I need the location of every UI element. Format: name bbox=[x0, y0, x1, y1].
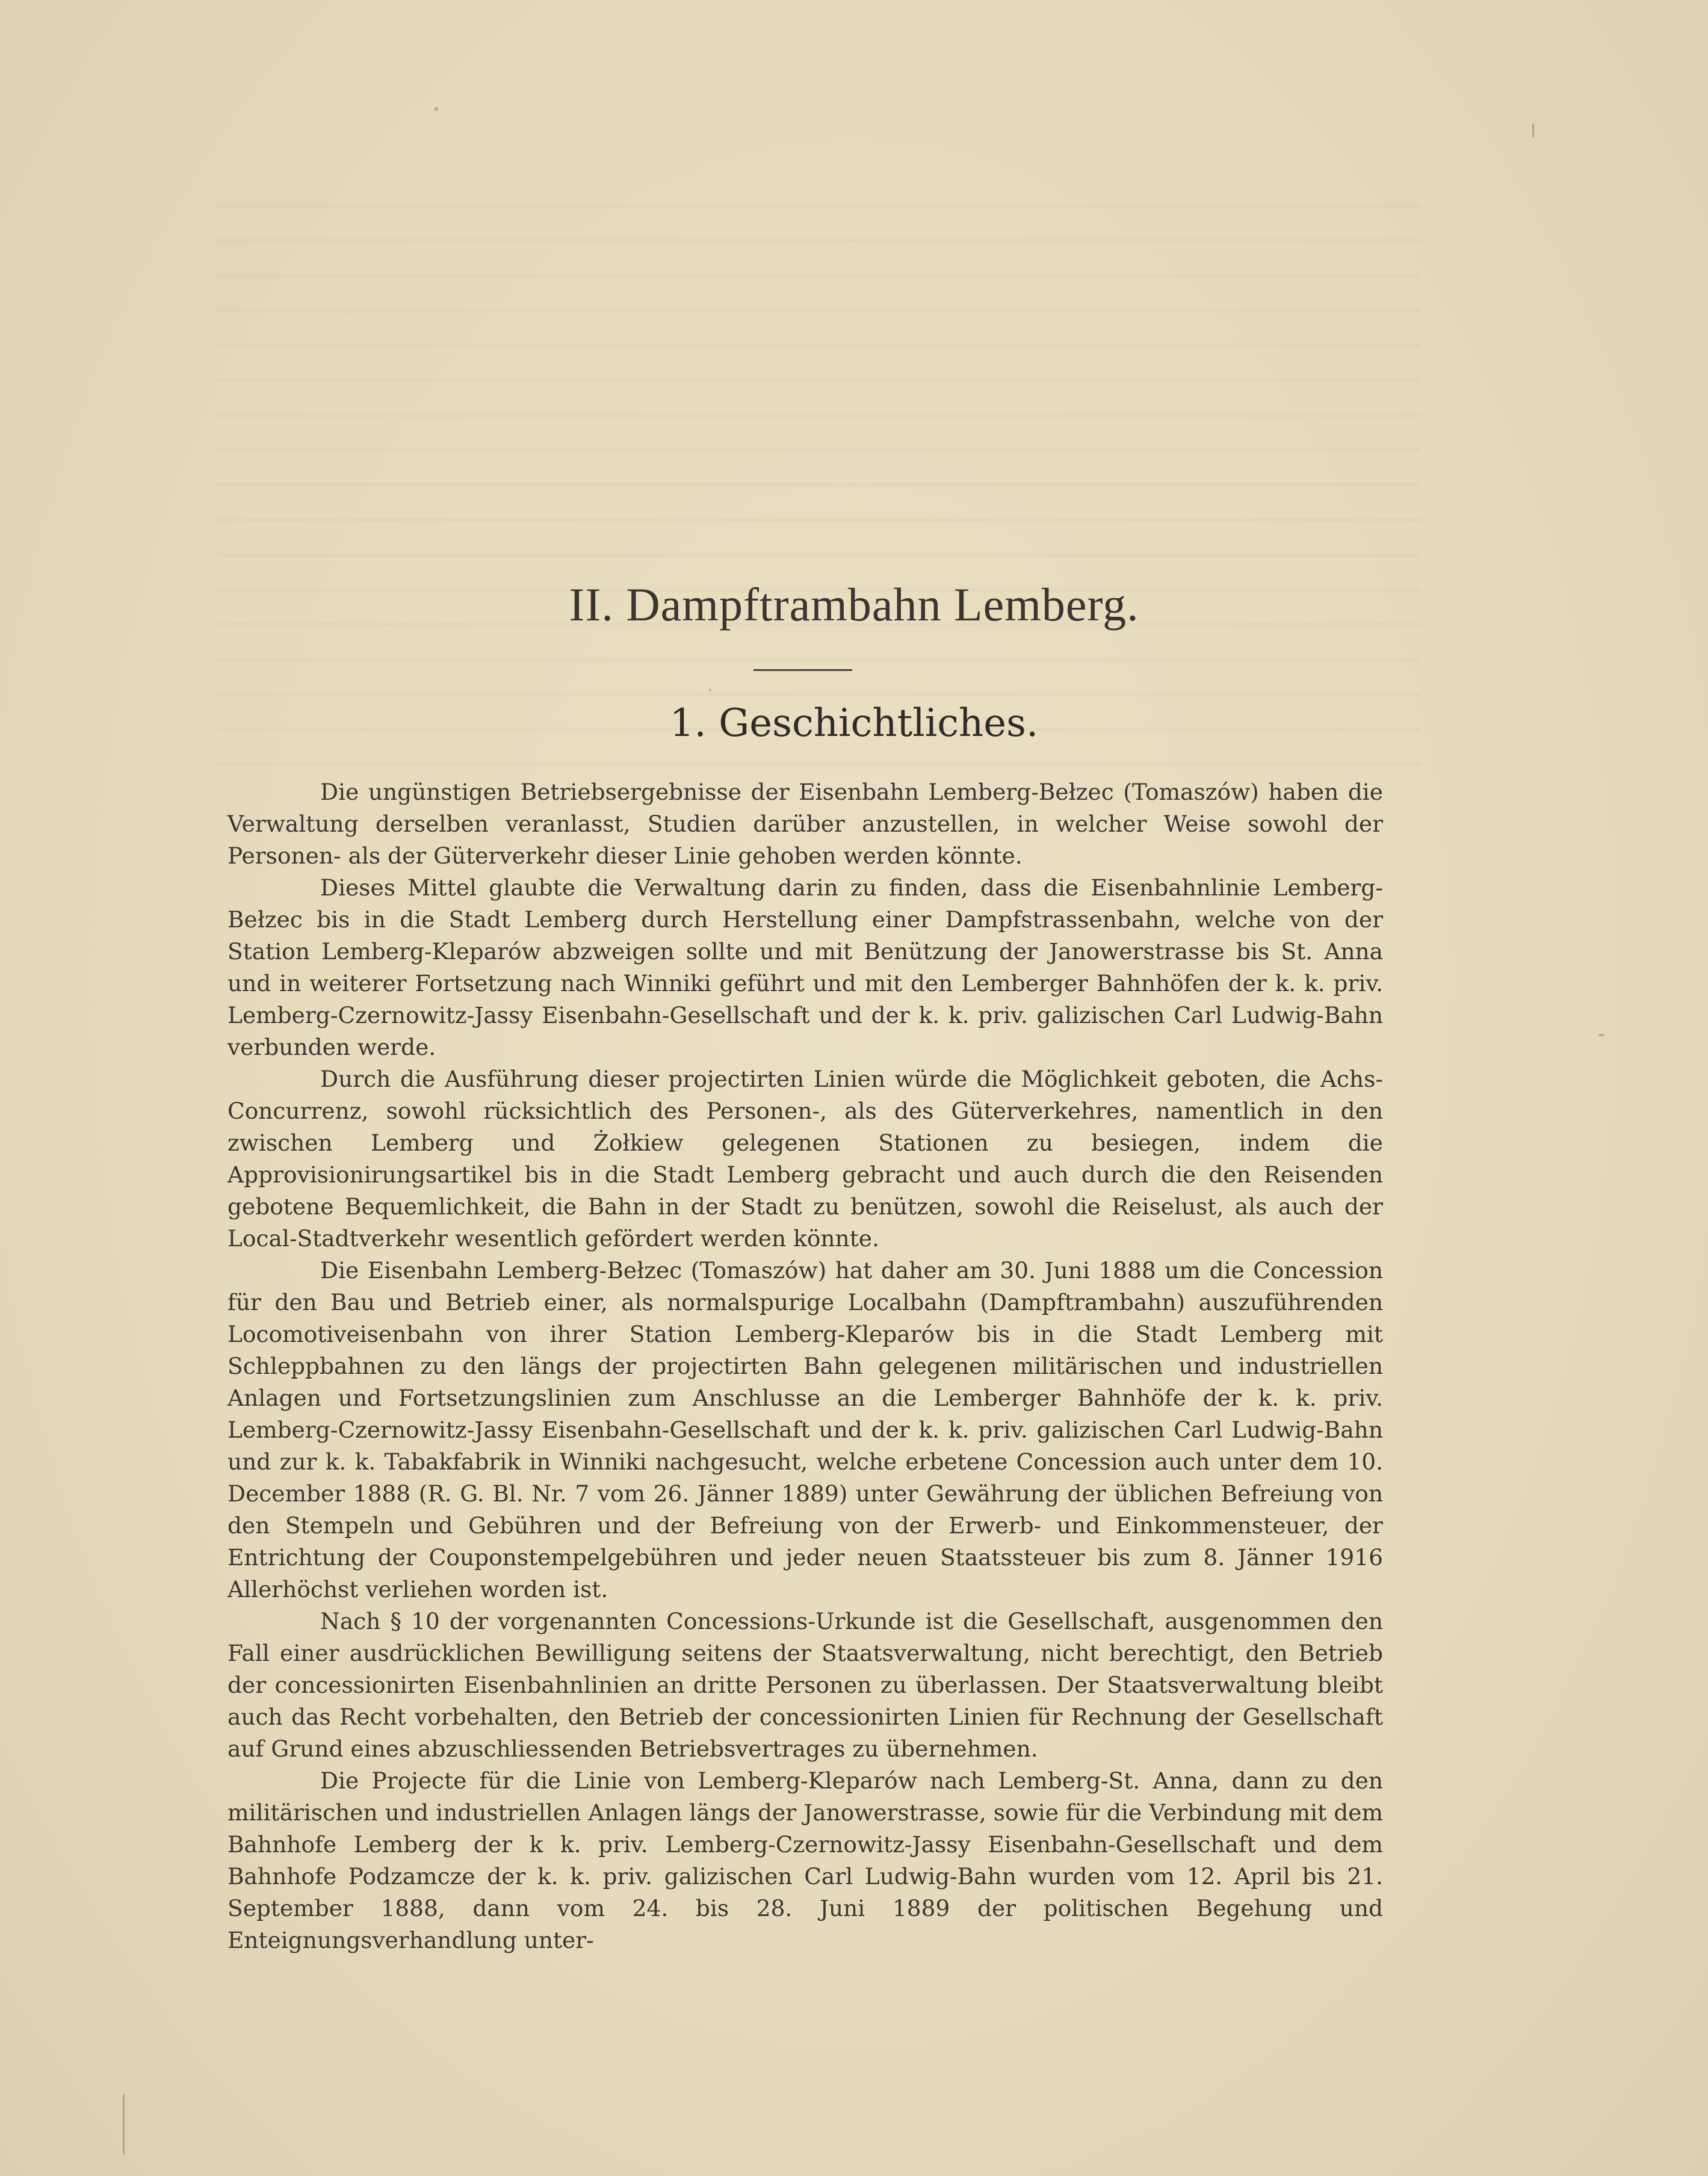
section-heading: 1. Geschichtliches. bbox=[669, 701, 1039, 746]
paragraph: Die Projecte für die Linie von Lemberg-Kleparów nach Lemberg-St. Anna, dann zu den militärischen und industriellen Anlagen längs der Janowerstrasse, sowie für die Verbindung mit dem Bahnhofe Lemberg der k k. priv. Lemberg-Czernowitz-Jassy Eisenbahn-Gesellschaft und dem Bahnhofe Podzamcze der k. k. priv. galizischen Carl Ludwig-Bahn wurden vom 12. April bis 21. September 1888, dann vom 24. bis 28. Juni 1889 der politischen Begehung und Enteignungsverhandlung unter- bbox=[227, 1767, 1383, 1953]
document-title: II. Dampftrambahn Lemberg. bbox=[569, 578, 1139, 631]
paragraph: Die Eisenbahn Lemberg-Bełzec (Tomaszów) hat daher am 30. Juni 1888 um die Concession für den Bau und Betrieb einer, als normalspurige Localbahn (Dampftrambahn) auszuführenden Locomotiveisenbahn von ihrer Station Lemberg-Kleparów bis in die Stadt Lemberg mit Schleppbahnen zu den längs der projectirten Bahn gelegenen militärischen und industriellen Anlagen und Fortsetzungslinien zum Anschlusse an die Lemberger Bahnhöfe der k. k. priv. Lemberg-Czernowitz-Jassy Eisenbahn-Gesellschaft und der k. k. priv. galizischen Carl Ludwig-Bahn und zur k. k. Tabakfabrik in Winniki nachgesucht, welche erbetene Concession auch unter dem 10. December 1888 (R. G. Bl. Nr. 7 vom 26. Jänner 1889) unter Gewährung der üblichen Befreiung von den Stempeln und Gebühren und der Befreiung von der Erwerb- und Einkommensteuer, der Entrichtung der Couponstempelgebühren und jeder neuen Staatssteuer bis zum 8. Jänner 1916 Allerhöchst verliehen worden ist. bbox=[227, 1257, 1383, 1603]
paragraph: Dieses Mittel glaubte die Verwaltung darin zu finden, dass die Eisenbahnlinie Lemberg-Bełzec bis in die Stadt Lemberg durch Herstellung einer Dampfstrassenbahn, welche von der Station Lemberg-Kleparów abzweigen sollte und mit Benützung der Janowerstrasse bis St. Anna und in weiterer Fortsetzung nach Winniki geführt und mit den Lemberger Bahnhöfen der k. k. priv. Lemberg-Czernowitz-Jassy Eisenbahn-Gesellschaft und der k. k. priv. galizischen Carl Ludwig-Bahn verbunden werde. bbox=[227, 874, 1383, 1060]
paragraph: Die ungünstigen Betriebsergebnisse der Eisenbahn Lemberg-Bełzec (Tomaszów) haben die Verwaltung derselben veranlasst, Studien darüber anzustellen, in welcher Weise sowohl der Personen- als der Güterverkehr dieser Linie gehoben werden könnte. bbox=[227, 779, 1383, 869]
paper-speck bbox=[1598, 1034, 1604, 1036]
paper-speck bbox=[1532, 123, 1534, 138]
title-divider bbox=[753, 669, 852, 671]
paper-speck bbox=[709, 689, 711, 691]
paragraph: Durch die Ausführung dieser projectirten Linien würde die Möglichkeit geboten, die Achs-Concurrenz, sowohl rücksichtlich des Personen-, als des Güterverkehres, namentlich in den zwischen Lemberg und Żołkiew gelegenen Stationen zu besiegen, indem die Approvisionirungsartikel bis in die Stadt Lemberg gebracht und auch durch die den Reisenden gebotene Bequemlichkeit, die Bahn in der Stadt zu benützen, sowohl die Reiselust, als auch der Local-Stadtverkehr wesentlich gefördert werden könnte. bbox=[227, 1066, 1383, 1252]
paragraph: Nach § 10 der vorgenannten Concessions-Urkunde ist die Gesellschaft, ausgenommen den Fall einer ausdrücklichen Bewilligung seitens der Staatsverwaltung, nicht berechtigt, den Betrieb der concessionirten Eisenbahnlinien an dritte Personen zu überlassen. Der Staatsverwaltung bleibt auch das Recht vorbehalten, den Betrieb der concessionirten Linien für Rechnung der Gesellschaft auf Grund eines abzuschliessenden Betriebsvertrages zu übernehmen. bbox=[227, 1608, 1383, 1762]
paper-speck bbox=[123, 2094, 125, 2154]
paper-speck bbox=[435, 107, 438, 111]
bleed-through-texture bbox=[217, 181, 1420, 782]
body-text bbox=[227, 776, 1383, 1956]
